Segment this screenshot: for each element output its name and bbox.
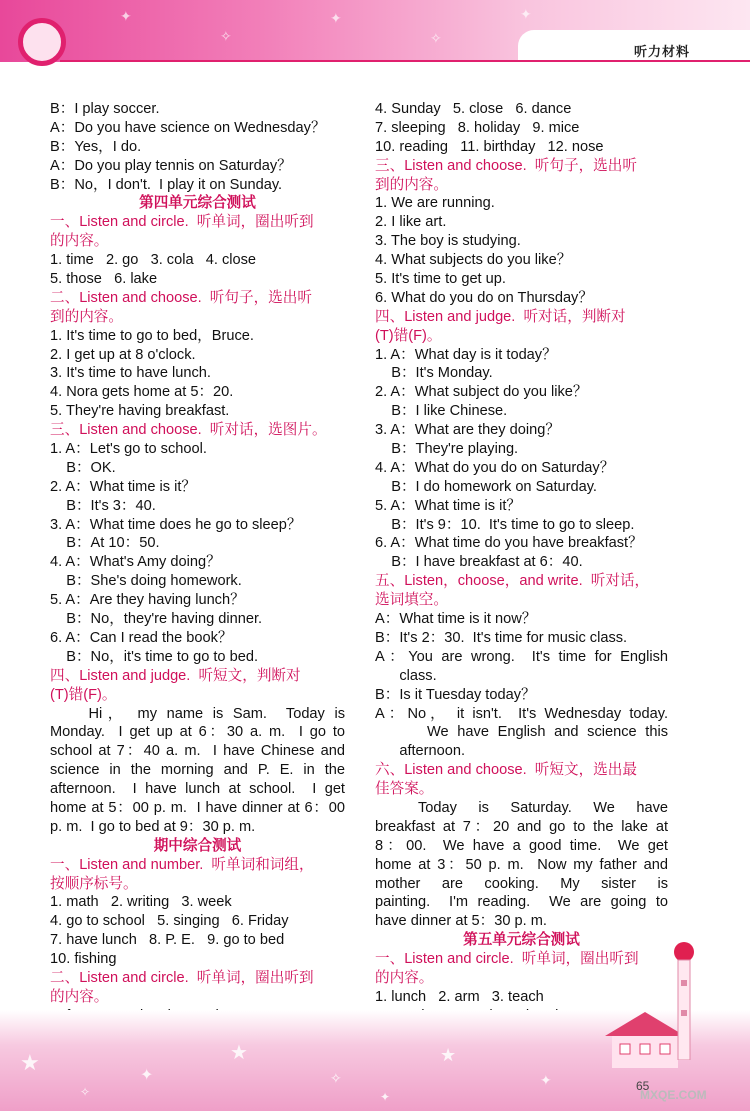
- text-line: 5. those 6. lake: [50, 271, 158, 288]
- text-line: class.: [375, 667, 437, 684]
- section-heading: 的内容。: [375, 969, 434, 986]
- text-line: 1. It's time to go to bed，Bruce.: [50, 327, 254, 344]
- sparkle-icon: ✧: [430, 30, 442, 46]
- section-heading: (T)错(F)。: [50, 686, 117, 703]
- section-heading: 四、Listen and judge. 听短文，判断对: [50, 667, 301, 684]
- text-line: B：At 10：50.: [50, 535, 160, 552]
- text-line: B：I play soccer.: [50, 101, 160, 117]
- paragraph-line: Today is Saturday. We have: [375, 799, 668, 816]
- unit-title: 第四单元综合测试: [139, 195, 256, 212]
- paragraph-line: Hi， my name is Sam. Today is: [50, 705, 345, 722]
- text-line: 3. It's time to have lunch.: [50, 365, 211, 382]
- watermark: MXQE.COM: [640, 1088, 707, 1102]
- text-line: B：Yes，I do.: [50, 138, 142, 155]
- paragraph-line: A：You are wrong. It's time for English: [375, 648, 668, 665]
- text-line: 6. What do you do on Thursday？: [375, 289, 593, 306]
- text-line: B：OK.: [50, 459, 116, 476]
- star-icon: ✧: [330, 1070, 342, 1086]
- text-line: 3. The boy is studying.: [375, 233, 521, 250]
- text-line: 4. go to school 5. singing 6. Friday: [50, 913, 289, 930]
- star-icon: ✦: [380, 1090, 391, 1104]
- text-line: 7. have lunch 8. P. E. 9. go to bed: [50, 932, 285, 949]
- text-line: 5. A：Are they having lunch？: [50, 592, 245, 609]
- text-line: 1. math 2. writing 3. week: [50, 894, 232, 911]
- section-heading: 三、Listen and choose. 听对话，选图片。: [50, 422, 327, 439]
- text-line: B：She's doing homework.: [50, 573, 242, 590]
- text-line: 1. A：What day is it today？: [375, 346, 557, 363]
- text-line: p. m. I go to bed at 9：30 p. m.: [50, 818, 256, 835]
- section-heading: 到的内容。: [375, 176, 448, 193]
- text-line: B：I have breakfast at 6：40.: [375, 554, 583, 571]
- section-heading: 一、Listen and circle. 听单词，圈出听到: [50, 214, 314, 231]
- section-heading: 六、Listen and choose. 听短文，选出最: [375, 762, 637, 779]
- text-line: 4. A：What do you do on Saturday？: [375, 459, 615, 476]
- section-heading: 的内容。: [50, 988, 109, 1005]
- right-column: [375, 100, 668, 1026]
- paragraph-line: We have English and science this: [375, 724, 669, 741]
- star-icon: ★: [230, 1042, 248, 1064]
- star-icon: ✦: [140, 1067, 154, 1084]
- paragraph-line: afternoon. I have lunch at school. I get: [50, 781, 345, 798]
- text-line: B：Is it Tuesday today？: [375, 686, 536, 703]
- text-line: 1. A：Let's go to school.: [50, 441, 207, 458]
- sparkle-icon: ✧: [220, 28, 232, 44]
- text-line: A：Do you have science on Wednesday？: [50, 119, 326, 136]
- tower-icon: [672, 940, 696, 1060]
- section-heading: 四、Listen and judge. 听对话，判断对: [375, 308, 626, 325]
- text-line: 1. We are running.: [375, 195, 495, 212]
- section-heading: 一、Listen and circle. 听单词，圈出听到: [375, 951, 639, 968]
- star-icon: ✦: [540, 1072, 552, 1088]
- text-line: 5. They're having breakfast.: [50, 403, 230, 420]
- text-line: B：It's Monday.: [375, 365, 493, 382]
- text-line: 3. A：What time does he go to sleep？: [50, 516, 302, 533]
- text-line: 7. sleeping 8. holiday 9. mice: [375, 119, 580, 136]
- paragraph-line: 8：00. We have a good time. We get: [375, 837, 668, 854]
- text-line: B：No，it's time to go to bed.: [50, 648, 258, 665]
- unit-title: 第五单元综合测试: [463, 932, 580, 949]
- section-heading: 二、Listen and circle. 听单词，圈出听到: [50, 969, 314, 986]
- text-line: 10. reading 11. birthday 12. nose: [375, 138, 604, 155]
- text-line: 6. A：What time do you have breakfast？: [375, 535, 643, 552]
- text-line: 1. lunch 2. arm 3. teach: [375, 988, 544, 1005]
- section-heading: 按顺序标号。: [50, 875, 138, 892]
- header-divider: [60, 60, 750, 62]
- paragraph-line: home at 5：00 p. m. I have dinner at 6：00: [50, 799, 345, 816]
- section-heading: 三、Listen and choose. 听句子，选出听: [375, 157, 637, 174]
- section-heading: 的内容。: [50, 233, 109, 250]
- text-line: A：Do you play tennis on Saturday？: [50, 157, 292, 174]
- sparkle-icon: ✦: [120, 8, 132, 24]
- paragraph-line: A：No， it isn't. It's Wednesday today.: [375, 705, 668, 722]
- text-line: 10. fishing: [50, 951, 117, 968]
- left-column: [50, 100, 345, 1026]
- text-line: B：It's 2：30. It's time for music class.: [375, 629, 628, 646]
- text-line: A：What time is it now？: [375, 611, 537, 628]
- paragraph-line: painting. I'm reading. We are going to: [375, 894, 668, 911]
- text-line: B：It's 9：10. It's time to go to sleep.: [375, 516, 635, 533]
- section-heading: 五、Listen，choose，and write. 听对话，: [375, 573, 650, 590]
- paragraph-line: home at 3：50 p. m. Now my father and: [375, 856, 668, 873]
- section-heading: 选词填空。: [375, 592, 448, 609]
- text-line: afternoon.: [375, 743, 466, 760]
- text-line: B：They're playing.: [375, 441, 519, 458]
- star-icon: ★: [440, 1045, 457, 1065]
- text-line: 2. A：What time is it？: [50, 478, 196, 495]
- section-heading: 一、Listen and number. 听单词和词组，: [50, 856, 314, 873]
- text-line: 2. I like art.: [375, 214, 447, 231]
- paragraph-line: science in the morning and P. E. in the: [50, 762, 345, 779]
- text-line: 2. A：What subject do you like？: [375, 384, 588, 401]
- text-line: 5. It's time to get up.: [375, 271, 506, 288]
- section-heading: (T)错(F)。: [375, 327, 442, 344]
- sparkle-icon: ✦: [520, 6, 532, 22]
- text-line: 4. A：What's Amy doing？: [50, 554, 221, 571]
- text-line: 4. What subjects do you like？: [375, 252, 572, 269]
- page-number: 65: [636, 1079, 650, 1093]
- paragraph-line: school at 7：40 a. m. I have Chinese and: [50, 743, 345, 760]
- text-line: B：It's 3：40.: [50, 497, 156, 514]
- text-line: 4. Sunday 5. close 6. dance: [375, 101, 572, 117]
- text-line: B：No，they're having dinner.: [50, 611, 263, 628]
- text-line: have dinner at 5：30 p. m.: [375, 913, 547, 930]
- page-header-label: 听力材料: [633, 44, 690, 59]
- text-line: 6. A：Can I read the book？: [50, 629, 233, 646]
- sparkle-icon: ✦: [330, 10, 342, 26]
- text-line: B：I like Chinese.: [375, 403, 508, 420]
- text-line: B：No，I don't. I play it on Sunday.: [50, 176, 283, 193]
- section-heading: 佳答案。: [375, 781, 434, 798]
- star-icon: ✧: [80, 1085, 91, 1099]
- text-line: 3. A：What are they doing？: [375, 422, 560, 439]
- text-line: 5. A：What time is it？: [375, 497, 521, 514]
- text-line: 2. I get up at 8 o'clock.: [50, 346, 196, 363]
- text-line: B：I do homework on Saturday.: [375, 478, 597, 495]
- unit-title: 期中综合测试: [153, 837, 242, 854]
- paragraph-line: breakfast at 7：20 and go to the lake at: [375, 818, 668, 835]
- text-line: 4. Nora gets home at 5：20.: [50, 384, 234, 401]
- paragraph-line: Monday. I get up at 6：30 a. m. I go to: [50, 724, 345, 741]
- section-heading: 到的内容。: [50, 308, 123, 325]
- text-line: 1. time 2. go 3. cola 4. close: [50, 252, 257, 269]
- paragraph-line: mother are cooking. My sister is: [375, 875, 668, 892]
- circle-logo-icon: [18, 18, 66, 66]
- section-heading: 二、Listen and choose. 听句子，选出听: [50, 289, 312, 306]
- star-icon: ★: [20, 1050, 40, 1075]
